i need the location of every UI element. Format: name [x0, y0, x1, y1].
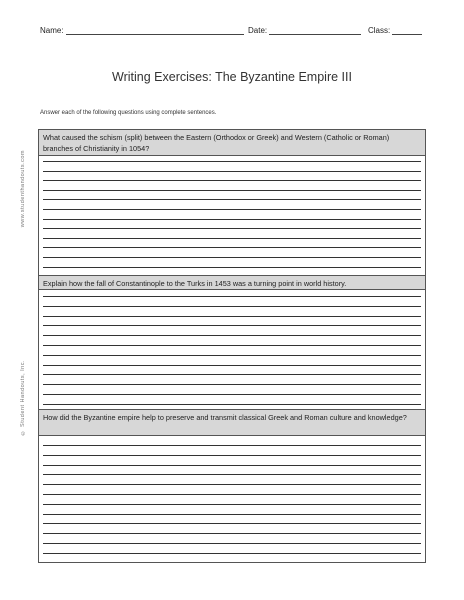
answer-line[interactable] [43, 296, 421, 297]
question-section-3 [39, 409, 425, 564]
answer-line[interactable] [43, 325, 421, 326]
answer-worksheet [38, 129, 426, 563]
question-section-2 [39, 275, 425, 409]
copyright-watermark: © Student Handouts, Inc. [20, 360, 26, 436]
answer-line[interactable] [43, 484, 421, 485]
answer-line[interactable] [43, 247, 421, 248]
answer-line[interactable] [43, 494, 421, 495]
answer-line[interactable] [43, 465, 421, 466]
answer-line[interactable] [43, 455, 421, 456]
answer-line[interactable] [43, 161, 421, 162]
instructions-text: Answer each of the following questions using complete sentences. [40, 110, 217, 116]
answer-line[interactable] [43, 543, 421, 544]
question-prompt-2: Explain how the fall of Constantinople to the Turks in 1453 was a turning point in world history. [39, 275, 425, 290]
name-label: Name: [40, 26, 64, 35]
answer-line[interactable] [43, 533, 421, 534]
question-section-1 [39, 130, 425, 275]
answer-line[interactable] [43, 335, 421, 336]
answer-line[interactable] [43, 209, 421, 210]
worksheet-title: Writing Exercises: The Byzantine Empire III [112, 70, 352, 84]
question-prompt-3: How did the Byzantine empire help to preserve and transmit classical Greek and Roman culture and knowledge? [39, 409, 425, 436]
answer-line[interactable] [43, 474, 421, 475]
answer-line[interactable] [43, 445, 421, 446]
class-blank[interactable] [392, 26, 422, 35]
answer-line[interactable] [43, 257, 421, 258]
answer-line[interactable] [43, 228, 421, 229]
student-info-header [40, 26, 424, 40]
answer-line[interactable] [43, 553, 421, 554]
answer-line[interactable] [43, 394, 421, 395]
answer-line[interactable] [43, 267, 421, 268]
answer-line[interactable] [43, 514, 421, 515]
answer-line[interactable] [43, 306, 421, 307]
name-blank[interactable] [66, 26, 244, 35]
answer-line[interactable] [43, 238, 421, 239]
answer-line[interactable] [43, 504, 421, 505]
website-watermark: www.studenthandouts.com [20, 150, 26, 228]
answer-line[interactable] [43, 523, 421, 524]
question-prompt-1: What caused the schism (split) between the Eastern (Orthodox or Greek) and Western (Catholic or Roman) branches of Christianity in 1054? [39, 130, 425, 156]
class-field[interactable] [368, 26, 422, 35]
answer-line[interactable] [43, 199, 421, 200]
answer-line[interactable] [43, 404, 421, 405]
answer-line[interactable] [43, 171, 421, 172]
answer-line[interactable] [43, 219, 421, 220]
date-field[interactable] [248, 26, 361, 35]
date-label: Date: [248, 26, 268, 35]
answer-line[interactable] [43, 374, 421, 375]
answer-line[interactable] [43, 355, 421, 356]
date-blank[interactable] [269, 26, 361, 35]
answer-line[interactable] [43, 384, 421, 385]
answer-line[interactable] [43, 365, 421, 366]
answer-line[interactable] [43, 190, 421, 191]
class-label: Class: [368, 26, 391, 35]
answer-line[interactable] [43, 180, 421, 181]
answer-line[interactable] [43, 345, 421, 346]
name-field[interactable] [40, 26, 244, 35]
answer-line[interactable] [43, 316, 421, 317]
